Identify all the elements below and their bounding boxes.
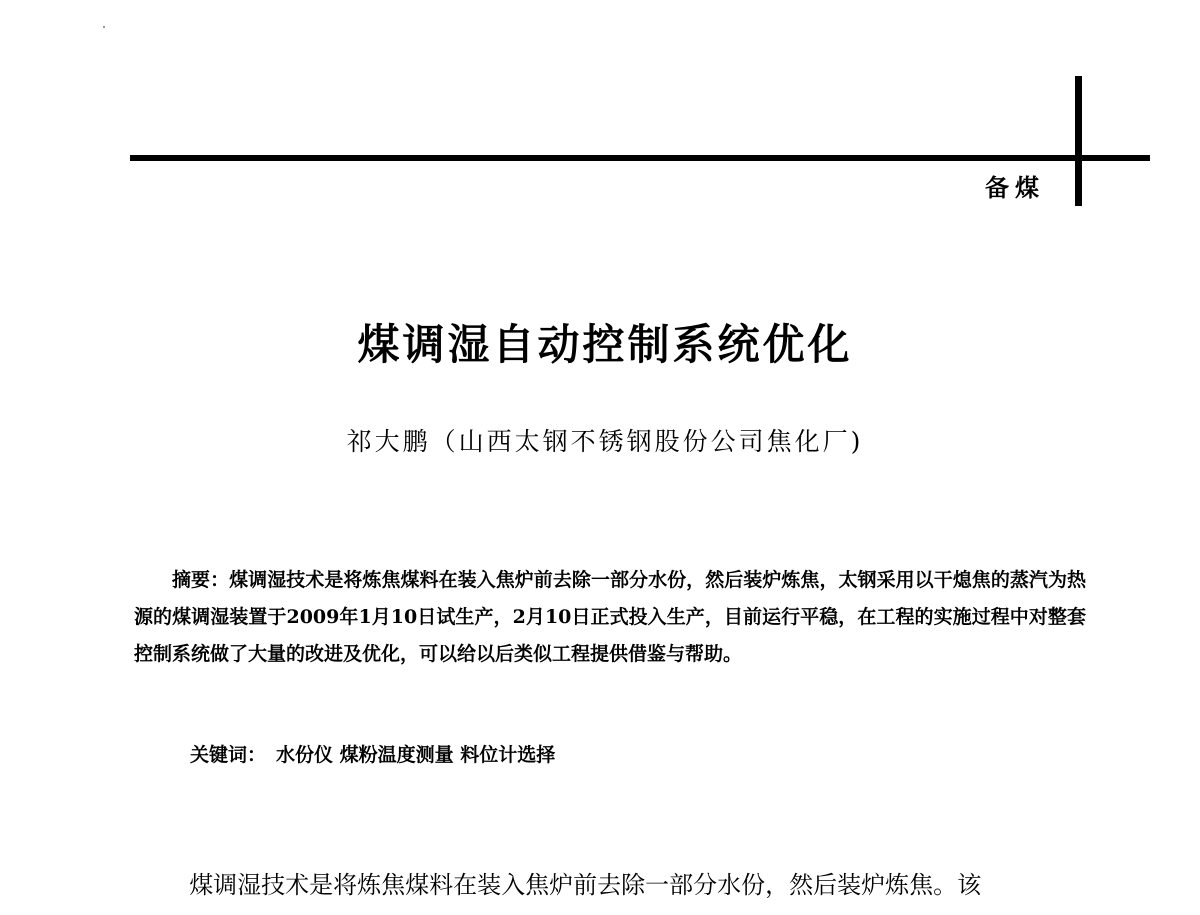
author-affiliation: 祁大鹏（山西太钢不锈钢股份公司焦化厂)	[346, 427, 864, 456]
abstract-label: 摘要：	[172, 569, 230, 591]
body-paragraph: 煤调湿技术是将炼焦煤料在装入焦炉前去除一部分水份，然后装炉炼焦。该	[189, 871, 982, 899]
header-horizontal-rule	[130, 155, 1150, 161]
section-tag: 备煤	[985, 173, 1045, 202]
keywords	[190, 740, 1070, 770]
abstract	[134, 562, 1086, 673]
keyword-item: 水份仪	[276, 744, 334, 766]
keywords-label: 关键词：	[190, 744, 267, 766]
article-title: 煤调湿自动控制系统优化	[357, 320, 853, 369]
keyword-item: 料位计选择	[460, 744, 556, 766]
abstract-text: 煤调湿技术是将炼焦煤料在装入焦炉前去除一部分水份，然后装炉炼焦，太钢采用以干熄焦的蒸汽为热源的煤调湿装置于2009年1月10日试生产，2月10日正式投入生产，目前运行平稳，在工程的实施过程中对整套控制系统做了大量的改进及优化，可以给以后类似工程提供借鉴与帮助。	[134, 569, 1086, 665]
header-vertical-rule	[1075, 76, 1082, 206]
scan-speck	[103, 26, 105, 28]
keyword-item: 煤粉温度测量	[339, 744, 454, 766]
